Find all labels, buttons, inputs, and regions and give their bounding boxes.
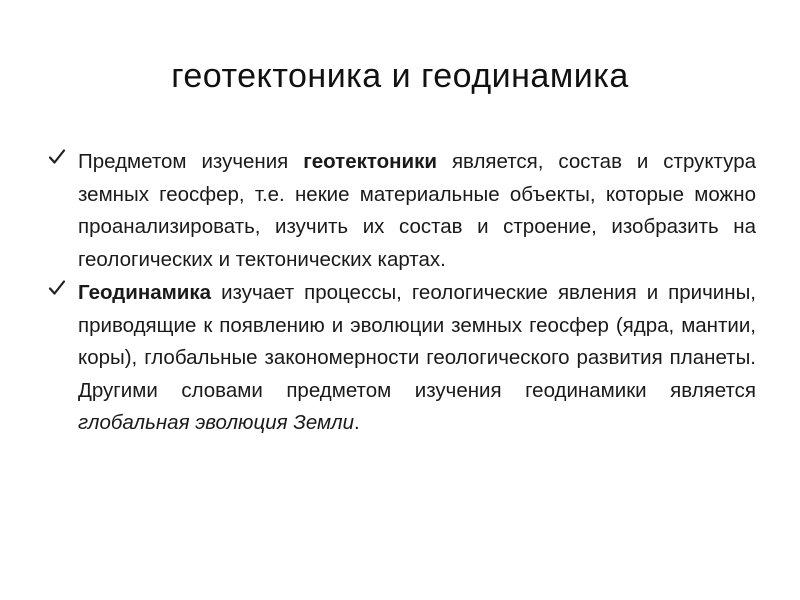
slide-title: геотектоника и геодинамика	[171, 57, 629, 95]
bullet-text-part: является, состав и структура земных геосфер, т.е. некие материальные объекты, которые можно проанализировать, изучить их состав и строение, изобразить на геологических и тектонических картах.	[78, 150, 756, 271]
checkmark-icon	[48, 279, 66, 297]
term-geodynamics: Геодинамика	[78, 281, 212, 304]
slide-content	[44, 146, 756, 441]
bullet-geodynamics	[44, 277, 756, 440]
bullet-text-part: изучает процессы, геологические явления и причины, приводящие к появлению и эволюции земных геосфер (ядра, мантии, коры), глобальные закономерности геологического развития планеты. Другими словами предметом изучения геодинамики является	[78, 281, 756, 402]
emphasis-global-evolution: глобальная эволюция Земли	[78, 411, 355, 434]
bullet-text-part: Предметом изучения	[78, 150, 304, 173]
bullet-text-part: .	[354, 411, 360, 434]
bullet-geotectonics	[44, 146, 756, 276]
checkmark-icon	[48, 148, 66, 166]
term-geotectonics: геотектоники	[303, 150, 438, 173]
